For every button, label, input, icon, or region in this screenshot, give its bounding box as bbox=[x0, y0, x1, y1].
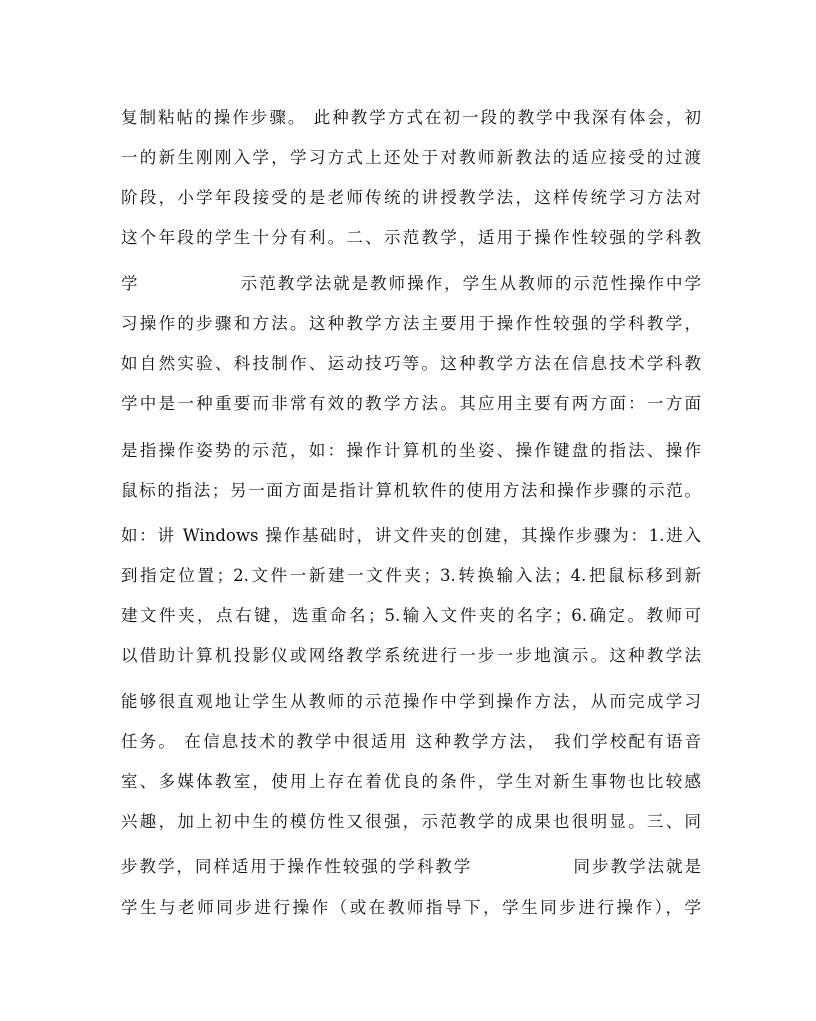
text-line: 学 示范教学法就是教师操作，学生从教师的示范性操作中学 bbox=[121, 274, 701, 293]
text-line: 这个年段的学生十分有利。二、示范教学，适用于操作性较强的学科教 bbox=[121, 228, 701, 247]
text-line: 建文件夹，点右键，选重命名；5.输入文件夹的名字；6.确定。教师可 bbox=[121, 606, 701, 625]
text-line: 是指操作姿势的示范，如：操作计算机的坐姿、操作键盘的指法、操作 bbox=[121, 441, 701, 460]
text-line: 以借助计算机投影仪或网络教学系统进行一步一步地演示。这种教学法 bbox=[121, 646, 701, 665]
text-line: 鼠标的指法；另一面方面是指计算机软件的使用方法和操作步骤的示范。 bbox=[121, 481, 701, 500]
text-line: 阶段，小学年段接受的是老师传统的讲授教学法，这样传统学习方法对 bbox=[121, 188, 701, 207]
text-line: 能够很直观地让学生从教师的示范操作中学到操作方法，从而完成学习 bbox=[121, 692, 701, 711]
text-line: 习操作的步骤和方法。这种教学方法主要用于操作性较强的学科教学， bbox=[121, 314, 701, 333]
text-line: 一的新生刚刚入学，学习方式上还处于对教师新教法的适应接受的过渡 bbox=[121, 148, 701, 167]
text-line: 室、多媒体教室，使用上存在着优良的条件，学生对新生事物也比较感 bbox=[121, 772, 701, 791]
text-line: 复制粘帖的操作步骤。 此种教学方式在初一段的教学中我深有体会，初 bbox=[121, 108, 701, 127]
text-line: 任务。 在信息技术的教学中很适用 这种教学方法， 我们学校配有语音 bbox=[121, 732, 701, 751]
text-line: 步教学，同样适用于操作性较强的学科教学 同步教学法就是 bbox=[121, 857, 701, 876]
text-line: 到指定位置；2.文件一新建一文件夹；3.转换输入法；4.把鼠标移到新 bbox=[121, 566, 701, 585]
text-line: 兴趣，加上初中生的模仿性又很强，示范教学的成果也很明显。三、同 bbox=[121, 812, 701, 831]
text-line: 如自然实验、科技制作、运动技巧等。这种教学方法在信息技术学科教 bbox=[121, 354, 701, 373]
text-line: 学生与老师同步进行操作（或在教师指导下，学生同步进行操作），学 bbox=[121, 898, 701, 917]
text-line: 如：讲 Windows 操作基础时，讲文件夹的创建，其操作步骤为：1.进入 bbox=[121, 526, 701, 545]
text-line: 学中是一种重要而非常有效的教学方法。其应用主要有两方面：一方面 bbox=[121, 394, 701, 413]
